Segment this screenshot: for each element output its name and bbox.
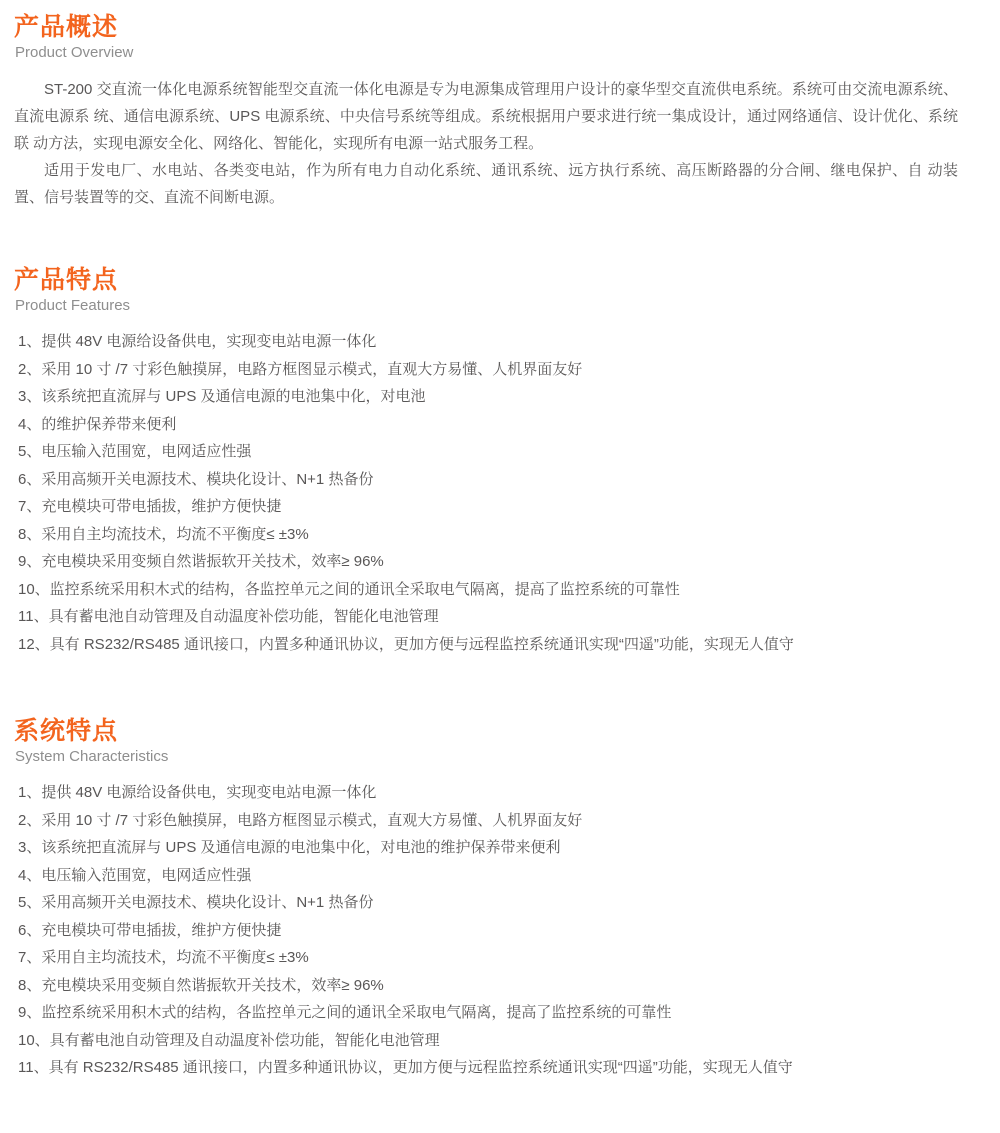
system-item: 2、采用 10 寸 /7 寸彩色触摸屏，电路方框图显示模式，直观大方易懂、人机界面友好 xyxy=(18,811,583,829)
feature-item: 12、具有 RS232/RS485 通讯接口，内置多种通讯协议，更加方便与远程监控系统通讯实现“四遥”功能，实现无人值守 xyxy=(18,635,794,653)
section-product-features xyxy=(14,265,958,658)
overview-paragraph-1: ST-200 交直流一体化电源系统智能型交直流一体化电源是专为电源集成管理用户设计的豪华型交直流供电系统。系统可由交流电源系统、直流电源系 统、通信电源系统、UPS 电源系统、中央信号系统等组成。系统根据用户要求进行统一集成设计，通过网络通信、设计优化、系统联 动方法，实现电源安全化、网络化、智能化，实现所有电源一站式服务工程。 xyxy=(14,81,958,152)
feature-item: 2、采用 10 寸 /7 寸彩色触摸屏，电路方框图显示模式，直观大方易懂、人机界面友好 xyxy=(18,360,583,378)
overview-body xyxy=(14,76,958,211)
system-characteristics-list xyxy=(14,779,958,1082)
system-item: 10、具有蓄电池自动管理及自动温度补偿功能，智能化电池管理 xyxy=(18,1031,440,1049)
system-item: 3、该系统把直流屏与 UPS 及通信电源的电池集中化，对电池的维护保养带来便利 xyxy=(18,839,561,856)
feature-item: 5、电压输入范围宽，电网适应性强 xyxy=(18,443,252,460)
feature-item: 8、采用自主均流技术，均流不平衡度≤ ±3% xyxy=(18,525,309,543)
overview-title-cn: 产品概述 xyxy=(14,13,119,41)
system-title-en: System Characteristics xyxy=(15,748,169,765)
system-item: 9、监控系统采用积木式的结构，各监控单元之间的通讯全采取电气隔离，提高了监控系统的可靠性 xyxy=(18,1004,672,1021)
system-item: 4、电压输入范围宽，电网适应性强 xyxy=(18,866,252,884)
system-item: 5、采用高频开关电源技术、模块化设计、N+1 热备份 xyxy=(18,894,374,911)
feature-item: 10、监控系统采用积木式的结构，各监控单元之间的通讯全采取电气隔离，提高了监控系统的可靠性 xyxy=(18,580,680,598)
feature-item: 1、提供 48V 电源给设备供电，实现变电站电源一体化 xyxy=(18,333,377,350)
feature-item: 11、具有蓄电池自动管理及自动温度补偿功能，智能化电池管理 xyxy=(18,608,439,625)
overview-paragraph-2: 适用于发电厂、水电站、各类变电站，作为所有电力自动化系统、通讯系统、远方执行系统、高压断路器的分合闸、继电保护、自 动装置、信号装置等的交、直流不间断电源。 xyxy=(14,162,958,206)
system-item: 11、具有 RS232/RS485 通讯接口，内置多种通讯协议，更加方便与远程监控系统通讯实现“四遥”功能，实现无人值守 xyxy=(18,1059,793,1076)
system-title-cn: 系统特点 xyxy=(14,717,119,745)
system-item: 6、充电模块可带电插拔，维护方便快捷 xyxy=(18,921,282,939)
feature-item: 4、的维护保养带来便利 xyxy=(18,415,177,433)
features-title-cn: 产品特点 xyxy=(14,266,119,294)
feature-item: 7、充电模块可带电插拔，维护方便快捷 xyxy=(18,498,282,515)
product-features-list xyxy=(14,328,958,658)
feature-item: 9、充电模块采用变频自然谐振软开关技术，效率≥ 96% xyxy=(18,553,384,570)
system-item: 8、充电模块采用变频自然谐振软开关技术，效率≥ 96% xyxy=(18,976,384,994)
system-item: 7、采用自主均流技术，均流不平衡度≤ ±3% xyxy=(18,949,309,966)
feature-item: 3、该系统把直流屏与 UPS 及通信电源的电池集中化，对电池 xyxy=(18,388,426,405)
overview-title-en: Product Overview xyxy=(15,44,134,61)
feature-item: 6、采用高频开关电源技术、模块化设计、N+1 热备份 xyxy=(18,470,374,488)
system-item: 1、提供 48V 电源给设备供电，实现变电站电源一体化 xyxy=(18,784,377,801)
section-system-characteristics xyxy=(14,716,958,1082)
section-product-overview xyxy=(14,12,958,211)
features-title-en: Product Features xyxy=(15,297,131,314)
